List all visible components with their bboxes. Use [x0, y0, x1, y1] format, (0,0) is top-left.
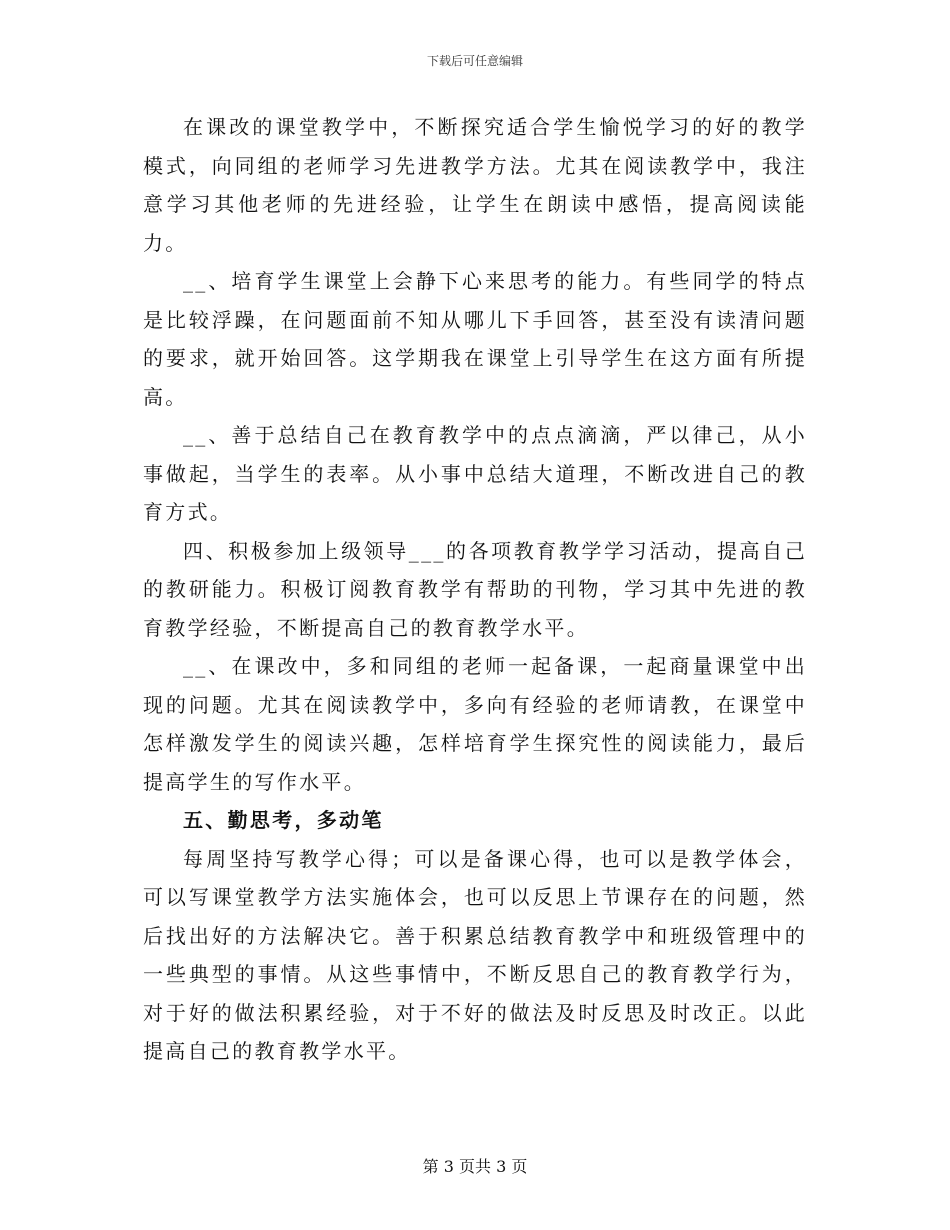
paragraph-research-activities: 四、积极参加上级领导___的各项教育教学学习活动，提高自己的教研能力。积极订阅教育教学有帮助的刊物，学习其中先进的教育教学经验，不断提高自己的教育教学水平。: [143, 538, 807, 640]
paragraph-teaching-reflection: 每周坚持写教学心得；可以是备课心得，也可以是教学体会，可以写课堂教学方法实施体会，也可以反思上节课存在的问题，然后找出好的方法解决它。善于积累总结教育教学中和班级管理中的一些典型的事情。从这些事情中，不断反思自己的教育教学行为，对于好的做法积累经验，对于不好的做法及时反思及时改正。以此提高自己的教育教学水平。: [143, 846, 807, 1063]
document-body: [143, 108, 807, 1071]
paragraph-thinking-ability: __、培育学生课堂上会静下心来思考的能力。有些同学的特点是比较浮躁，在问题面前不知从哪儿下手回答，甚至没有读清问题的要求，就开始回答。这学期我在课堂上引导学生在这方面有所提高。: [143, 269, 807, 409]
page-header: 下载后可任意编辑: [426, 54, 523, 68]
paragraph-self-summary: __、善于总结自己在教育教学中的点点滴滴，严以律己，从小事做起，当学生的表率。从小事中总结大道理，不断改进自己的教育方式。: [143, 423, 807, 524]
paragraph-classroom-teaching: 在课改的课堂教学中，不断探究适合学生愉悦学习的好的教学模式，向同组的老师学习先进教学方法。尤其在阅读教学中，我注意学习其他老师的先进经验，让学生在朗读中感悟，提高阅读能力。: [143, 115, 807, 255]
page-footer: 第 3 页共 3 页: [422, 1157, 528, 1176]
paragraph-lesson-preparation: __、在课改中，多和同组的老师一起备课，一起商量课堂中出现的问题。尤其在阅读教学中，多向有经验的老师请教，在课堂中怎样激发学生的阅读兴趣，怎样培育学生探究性的阅读能力，最后提高学生的写作水平。: [143, 654, 807, 794]
section-heading: 五、勤思考，多动笔: [183, 808, 384, 832]
